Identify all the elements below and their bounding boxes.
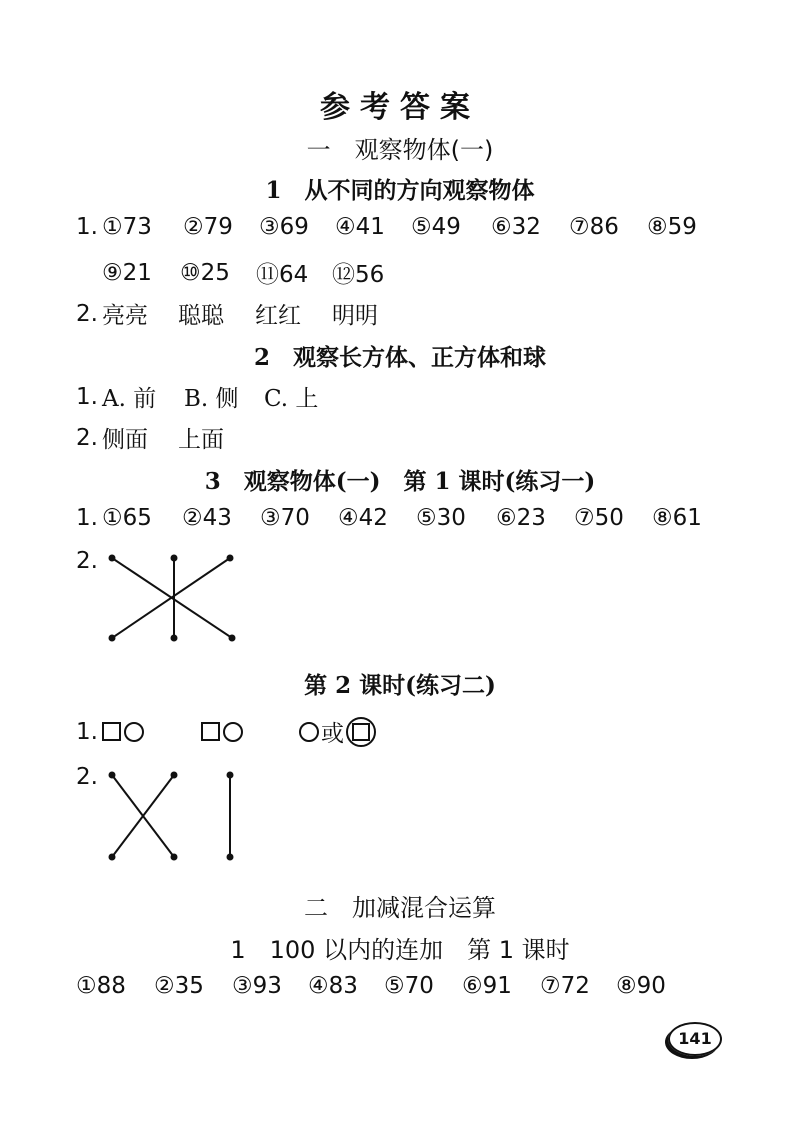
dot	[171, 772, 178, 779]
dot	[171, 635, 178, 642]
answer-item: ⑧90	[616, 973, 666, 999]
unit2-heading: 二 加减混合运算	[304, 894, 496, 922]
dot	[229, 635, 236, 642]
answer-item: ⑪64	[256, 262, 309, 288]
answer-item: ⑥23	[496, 505, 546, 531]
lesson3-heading: 3 观察物体(一) 第 1 课时(练习一)	[204, 468, 596, 495]
answer-item: ⑤30	[416, 505, 466, 531]
page-title: 参考答案	[320, 90, 480, 125]
answer-item: 侧面	[102, 427, 148, 453]
circle-shape	[124, 722, 144, 742]
question-label: 1.	[76, 214, 98, 240]
answer-item: ④41	[335, 214, 385, 240]
answer-item: ②79	[183, 214, 233, 240]
answer-item: ③70	[260, 505, 310, 531]
circle-with-square-shape	[346, 717, 376, 747]
answer-item: ⑧59	[647, 214, 697, 240]
answer-item: C. 上	[264, 386, 319, 412]
answer-item: ④42	[338, 505, 388, 531]
answer-item: ⑩25	[180, 259, 230, 286]
dot	[227, 555, 234, 562]
question-label: 2.	[76, 424, 98, 451]
answer-item: 亮亮	[102, 303, 148, 329]
answer-item: ①88	[76, 973, 126, 999]
answer-item: ②43	[182, 505, 232, 531]
square-shape	[102, 722, 121, 741]
dot	[171, 854, 178, 861]
answer-item: ③69	[259, 214, 309, 240]
lesson1-q1	[76, 214, 697, 240]
page-number: 141	[668, 1022, 722, 1056]
question-label: 1.	[76, 718, 98, 745]
lesson3-q2-label: 2.	[76, 548, 98, 574]
dot	[109, 772, 116, 779]
matching-diagram-2	[100, 767, 250, 862]
lesson1-heading: 1 从不同的方向观察物体	[265, 177, 535, 204]
dot	[109, 555, 116, 562]
answer-item: ⑨21	[102, 259, 152, 286]
lesson2-heading: 2 观察长方体、正方体和球	[253, 344, 546, 371]
lesson2-q1	[76, 380, 318, 413]
square-shape	[201, 722, 220, 741]
circle-shape	[223, 722, 243, 742]
question-label: 1.	[76, 383, 98, 410]
answer-item: ⑥32	[491, 214, 541, 240]
answer-item: ⑦86	[569, 214, 619, 240]
question-label: 1.	[76, 505, 98, 531]
dot	[227, 854, 234, 861]
answer-item: ⑦72	[540, 973, 590, 999]
dot	[171, 555, 178, 562]
dot	[227, 772, 234, 779]
unit1-heading: 一 观察物体(一)	[306, 136, 494, 164]
answer-item: 明明	[332, 303, 378, 329]
answer-item: ①65	[102, 505, 152, 531]
answer-item: ⑤49	[411, 214, 461, 240]
question-label: 2.	[76, 300, 98, 327]
answer-item: ⑧61	[652, 505, 702, 531]
answer-item: B. 侧	[184, 386, 239, 412]
answer-item: ⑦50	[574, 505, 624, 531]
answer-item: 上面	[178, 427, 224, 453]
matching-diagram-1	[100, 550, 250, 645]
circle-shape	[299, 722, 319, 742]
lesson3-q1	[76, 505, 702, 531]
unit2-lesson1-heading: 1 100 以内的连加 第 1 课时	[230, 936, 570, 964]
period2-q2-label: 2.	[76, 764, 98, 790]
lesson1-q1-row2	[102, 256, 384, 289]
answer-item: ①73	[102, 214, 152, 240]
answer-item: ⑫56	[332, 262, 385, 288]
answer-item: 红红	[255, 303, 301, 329]
lesson2-q2	[76, 421, 224, 454]
dot	[109, 635, 116, 642]
or-text: 或	[321, 721, 344, 747]
unit2-lesson1-answers	[76, 973, 666, 999]
answer-item: ⑤70	[384, 973, 434, 999]
answer-item: ④83	[308, 973, 358, 999]
answer-item: ③93	[232, 973, 282, 999]
lesson1-q2	[76, 297, 378, 330]
answer-item: 聪聪	[178, 303, 224, 329]
answer-item: ②35	[154, 973, 204, 999]
answer-item: A. 前	[102, 386, 157, 412]
period2-q1	[76, 715, 376, 748]
answer-item: ⑥91	[462, 973, 512, 999]
period2-heading: 第 2 课时(练习二)	[304, 672, 496, 699]
dot	[109, 854, 116, 861]
